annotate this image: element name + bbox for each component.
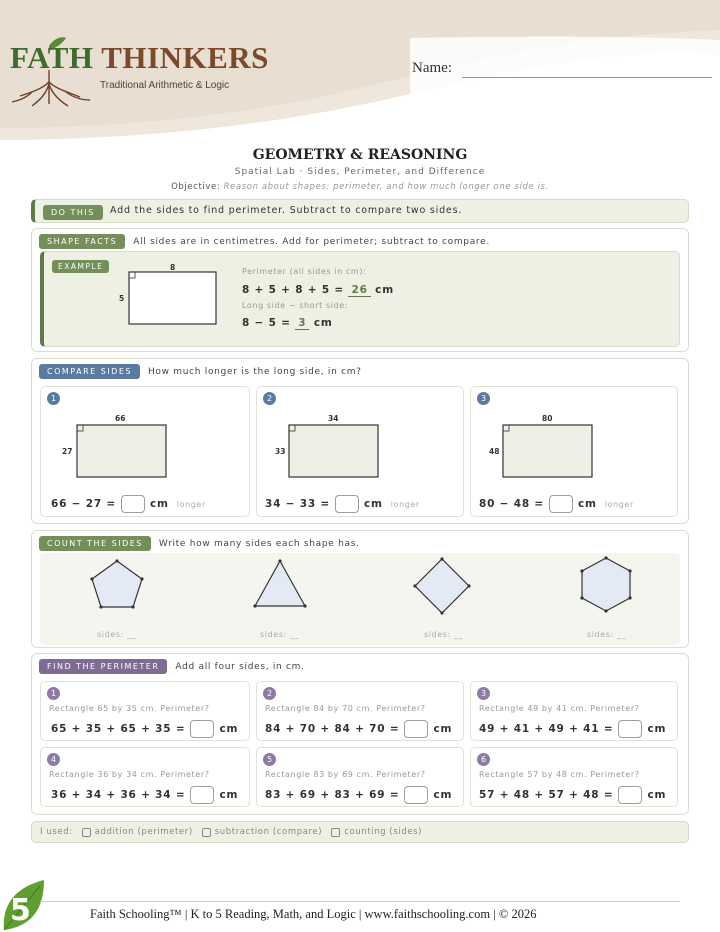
perimeter-card-1 [40, 681, 250, 741]
answer-box[interactable] [404, 720, 428, 738]
perimeter-equation: 65 + 35 + 65 + 35 = cm [51, 720, 238, 738]
item-number: 6 [477, 753, 490, 766]
answer-box[interactable] [121, 495, 145, 513]
compare-sides-label: COMPARE SIDES [39, 364, 140, 379]
perimeter-equation: 49 + 41 + 49 + 41 = cm [479, 720, 666, 738]
count-sides-section [31, 530, 689, 648]
question-text: Rectangle 36 by 34 cm. Perimeter? [49, 770, 210, 779]
item-number: 3 [477, 687, 490, 700]
perimeter-equation: 84 + 70 + 84 + 70 = cm [265, 720, 452, 738]
top-side-length: 66 [115, 414, 126, 423]
objective: Objective: Reason about shapes: perimeter, and how much longer one side is. [171, 182, 549, 192]
diamond-sides-blank[interactable]: sides: __ [424, 630, 464, 639]
example-top-dim: 8 [170, 263, 176, 272]
used-label: I used: [40, 827, 73, 837]
perimeter-equation: 36 + 34 + 36 + 34 = cm [51, 786, 238, 804]
rectangle-figure [76, 424, 168, 479]
hexagon-shape-icon [576, 553, 636, 617]
page-subtitle: Spatial Lab · Sides, Perimeter, and Difference [234, 167, 486, 177]
answer-box[interactable] [618, 720, 642, 738]
item-number: 5 [263, 753, 276, 766]
question-text: Rectangle 57 by 48 cm. Perimeter? [479, 770, 640, 779]
shapes-area [40, 553, 680, 645]
perimeter-card-4 [40, 747, 250, 807]
find-perimeter-label: FIND THE PERIMETER [39, 659, 167, 674]
question-text: Rectangle 84 by 70 cm. Perimeter? [265, 704, 426, 713]
subtraction-checkbox[interactable] [202, 828, 211, 837]
counting-option: counting (sides) [344, 827, 423, 837]
answer-box[interactable] [618, 786, 642, 804]
example-label: EXAMPLE [52, 260, 109, 273]
top-side-length: 80 [542, 414, 553, 423]
triangle-shape-icon [250, 555, 310, 615]
name-label: Name: [412, 60, 452, 76]
perimeter-card-6 [470, 747, 678, 807]
answer-box[interactable] [335, 495, 359, 513]
hexagon-sides-blank[interactable]: sides: __ [587, 630, 627, 639]
perimeter-card-3 [470, 681, 678, 741]
compare-equation: 66 − 27 = cm longer [51, 495, 206, 513]
example-left-dim: 5 [119, 294, 125, 303]
example-rectangle [128, 271, 218, 326]
brand-logo: FATH THINKERS [10, 40, 269, 75]
item-number: 1 [47, 687, 60, 700]
footer-divider [40, 901, 680, 902]
shape-facts-section [31, 228, 689, 352]
addition-option: addition (perimeter) [94, 827, 193, 837]
grade-badge: 5 [10, 893, 31, 928]
triangle-sides-blank[interactable]: sides: __ [260, 630, 300, 639]
counting-checkbox[interactable] [331, 828, 340, 837]
left-side-length: 48 [489, 447, 500, 456]
item-number: 4 [47, 753, 60, 766]
pentagon-sides-blank[interactable]: sides: __ [97, 630, 137, 639]
compare-card-3 [470, 386, 678, 517]
find-perimeter-instruction: Add all four sides, in cm. [175, 661, 305, 672]
brand-tagline: Traditional Arithmetic & Logic [100, 80, 230, 91]
item-number: 1 [47, 392, 60, 405]
do-this-label: DO THIS [43, 205, 103, 220]
footer-text: Faith Schooling™ | K to 5 Reading, Math, and Logic | www.faithschooling.com | © 2026 [90, 907, 537, 921]
left-side-length: 33 [275, 447, 286, 456]
perimeter-caption: Perimeter (all sides in cm): [242, 267, 367, 276]
question-text: Rectangle 49 by 41 cm. Perimeter? [479, 704, 640, 713]
name-line[interactable] [462, 77, 712, 78]
find-perimeter-section [31, 653, 689, 815]
perimeter-equation: 57 + 48 + 57 + 48 = cm [479, 786, 666, 804]
answer-box[interactable] [190, 720, 214, 738]
pentagon-shape-icon [87, 555, 147, 615]
compare-card-2 [256, 386, 464, 517]
page-title: GEOMETRY & REASONING [252, 147, 468, 163]
difference-caption: Long side − short side: [242, 301, 349, 310]
count-sides-label: COUNT THE SIDES [39, 536, 151, 551]
example-perimeter-equation: 8 + 5 + 8 + 5 = 26 cm [242, 284, 394, 296]
used-strategies-bar [31, 821, 689, 843]
compare-card-1 [40, 386, 250, 517]
do-this-text: Add the sides to find perimeter. Subtract to compare two sides. [110, 205, 463, 216]
count-sides-instruction: Write how many sides each shape has. [158, 538, 360, 549]
item-number: 2 [263, 392, 276, 405]
shape-facts-instruction: All sides are in centimetres. Add for perimeter; subtract to compare. [133, 236, 490, 247]
answer-box[interactable] [549, 495, 573, 513]
question-text: Rectangle 83 by 69 cm. Perimeter? [265, 770, 426, 779]
compare-equation: 80 − 48 = cm longer [479, 495, 634, 513]
item-number: 2 [263, 687, 276, 700]
addition-checkbox[interactable] [82, 828, 91, 837]
rectangle-figure [288, 424, 380, 479]
rectangle-figure [502, 424, 594, 479]
diamond-shape-icon [410, 553, 474, 617]
do-this-bar [31, 199, 689, 223]
question-text: Rectangle 65 by 35 cm. Perimeter? [49, 704, 210, 713]
perimeter-card-5 [256, 747, 464, 807]
left-side-length: 27 [62, 447, 73, 456]
perimeter-card-2 [256, 681, 464, 741]
answer-box[interactable] [190, 786, 214, 804]
example-difference-equation: 8 − 5 = 3 cm [242, 317, 333, 329]
compare-sides-instruction: How much longer is the long side, in cm? [147, 366, 362, 377]
subtraction-option: subtraction (compare) [214, 827, 323, 837]
compare-equation: 34 − 33 = cm longer [265, 495, 420, 513]
perimeter-equation: 83 + 69 + 83 + 69 = cm [265, 786, 452, 804]
compare-sides-section [31, 358, 689, 524]
shape-facts-label: SHAPE FACTS [39, 234, 125, 249]
top-side-length: 34 [328, 414, 339, 423]
example-box [40, 251, 680, 347]
answer-box[interactable] [404, 786, 428, 804]
item-number: 3 [477, 392, 490, 405]
